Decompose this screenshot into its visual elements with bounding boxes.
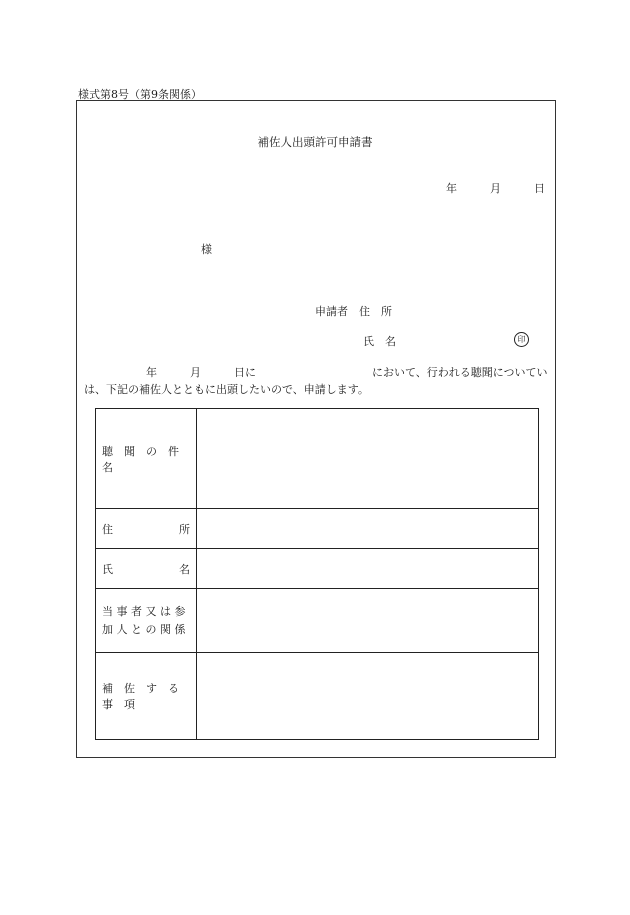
- label-hearing-subject: [96, 409, 197, 508]
- applicant-name-label: 氏 名: [363, 335, 396, 348]
- label-assist-matters: [96, 653, 197, 739]
- form-number: 様式第8号（第9条関係）: [78, 88, 202, 101]
- label-text: 補 佐 す る 事 項: [102, 682, 190, 711]
- label-text: 加 人 と の 関 係: [102, 622, 186, 636]
- addressee-suffix: 様: [201, 243, 212, 256]
- table-row-address: [96, 509, 538, 549]
- label-text: 所: [179, 522, 190, 536]
- label-text: 聴 聞 の 件 名: [102, 444, 190, 474]
- date-line[interactable]: 年 月 日: [446, 182, 545, 195]
- seal-mark: 印: [514, 332, 529, 347]
- label-relationship: [96, 589, 197, 652]
- field-relationship[interactable]: [197, 589, 538, 652]
- applicant-address-label: 申請者 住 所: [315, 305, 392, 318]
- field-address[interactable]: [197, 509, 538, 548]
- table-row-assist-matters: [96, 653, 538, 739]
- label-text: 住: [102, 522, 113, 536]
- table-row-hearing-subject: [96, 409, 538, 509]
- label-address: [96, 509, 197, 548]
- form-title: 補佐人出頭許可申請書: [257, 135, 373, 149]
- table-row-relationship: [96, 589, 538, 653]
- paragraph-date: 年 月 日に: [146, 366, 256, 379]
- label-name: [96, 549, 197, 588]
- label-text: 当 事 者 又 は 参: [102, 604, 186, 618]
- assistant-table: [95, 408, 539, 740]
- field-assist-matters[interactable]: [197, 653, 538, 739]
- paragraph-line2: は、下記の補佐人とともに出頭したいので、申請します。: [84, 383, 369, 396]
- label-text: 名: [179, 562, 190, 576]
- table-row-name: [96, 549, 538, 589]
- field-name[interactable]: [197, 549, 538, 588]
- field-hearing-subject[interactable]: [197, 409, 538, 508]
- paragraph-line1: において、行われる聴聞についてい: [372, 366, 548, 379]
- label-text: 氏: [102, 562, 113, 576]
